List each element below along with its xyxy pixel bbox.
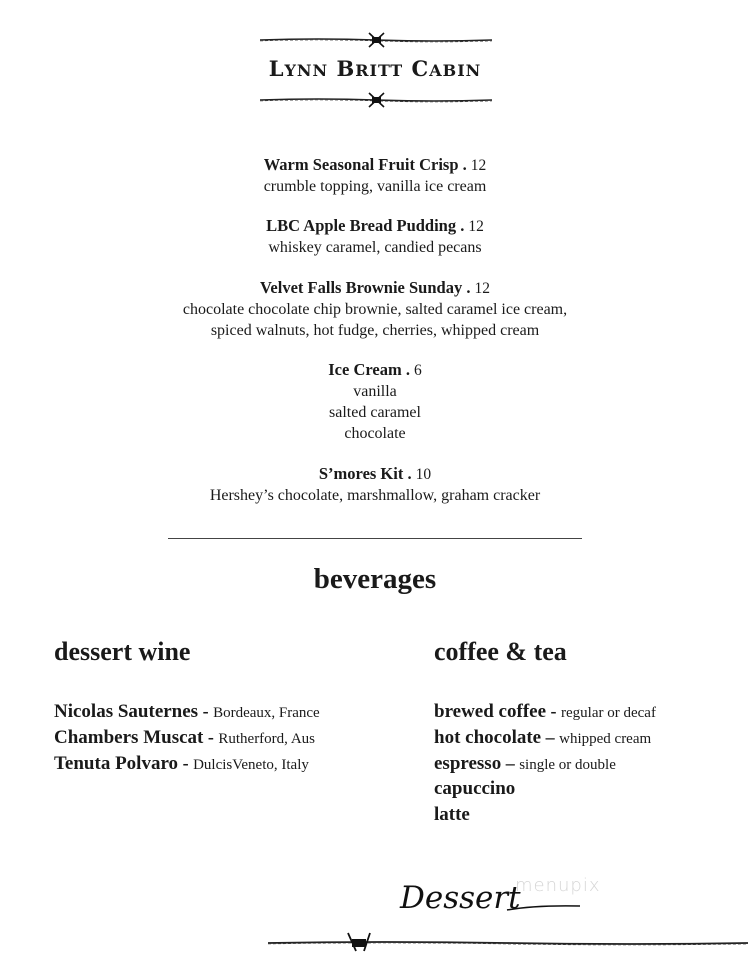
dessert-script-label: Dessert <box>400 880 521 916</box>
section-divider <box>168 538 582 539</box>
dessert-price: 12 <box>468 218 484 235</box>
restaurant-name: LYNN BRITT CABIN <box>268 56 482 81</box>
dessert-name: Velvet Falls Brownie Sunday . <box>260 278 471 297</box>
dessert-wine-heading: dessert wine <box>54 637 191 666</box>
coffee-tea-heading: coffee & tea <box>434 637 567 666</box>
ice-cream-flavor: vanilla <box>353 383 397 400</box>
dessert-name: S’mores Kit . <box>318 464 412 483</box>
dessert-name: Ice Cream . <box>328 360 410 379</box>
dessert-price: 12 <box>474 280 490 297</box>
wine-item: Tenuta Polvaro - DulcisVeneto, Italy <box>54 753 309 774</box>
coffee-tea-list <box>434 698 656 828</box>
dessert-name: Warm Seasonal Fruit Crisp . <box>263 155 467 174</box>
coffee-item: espresso – single or double <box>434 753 616 774</box>
dessert-wine-list <box>54 698 320 776</box>
coffee-item: capuccino <box>434 778 516 799</box>
dessert-price: 12 <box>470 157 487 174</box>
dessert-description: whiskey caramel, candied pecans <box>268 239 482 256</box>
dessert-description: spiced walnuts, hot fudge, cherries, whipped cream <box>210 322 540 339</box>
barbed-wire-divider-top <box>258 32 494 48</box>
coffee-item: latte <box>434 804 470 825</box>
barbed-wire-divider-footer <box>266 932 750 952</box>
ice-cream-flavor: salted caramel <box>329 404 421 421</box>
dessert-description: crumble topping, vanilla ice cream <box>263 178 487 195</box>
dessert-item <box>0 215 750 258</box>
wine-item: Nicolas Sauternes - Bordeaux, France <box>54 701 320 722</box>
dessert-description: Hershey’s chocolate, marshmallow, graham cracker <box>209 487 541 504</box>
coffee-item: hot chocolate – whipped cream <box>434 727 652 748</box>
dessert-price: 10 <box>415 466 432 483</box>
dessert-item <box>0 463 750 506</box>
watermark: menupix <box>515 875 601 896</box>
dessert-description: chocolate chocolate chip brownie, salted caramel ice cream, <box>182 301 568 318</box>
ice-cream-flavor: chocolate <box>344 425 406 442</box>
dessert-item <box>0 277 750 341</box>
dessert-item <box>0 154 750 197</box>
barbed-wire-divider-bottom <box>258 92 494 108</box>
dessert-item <box>0 359 750 444</box>
script-underline-flourish <box>505 902 585 914</box>
beverages-heading: beverages <box>313 563 437 595</box>
wine-item: Chambers Muscat - Rutherford, Aus <box>54 727 316 748</box>
dessert-price: 6 <box>413 362 422 379</box>
coffee-item: brewed coffee - regular or decaf <box>434 701 656 722</box>
dessert-name: LBC Apple Bread Pudding . <box>266 216 465 235</box>
